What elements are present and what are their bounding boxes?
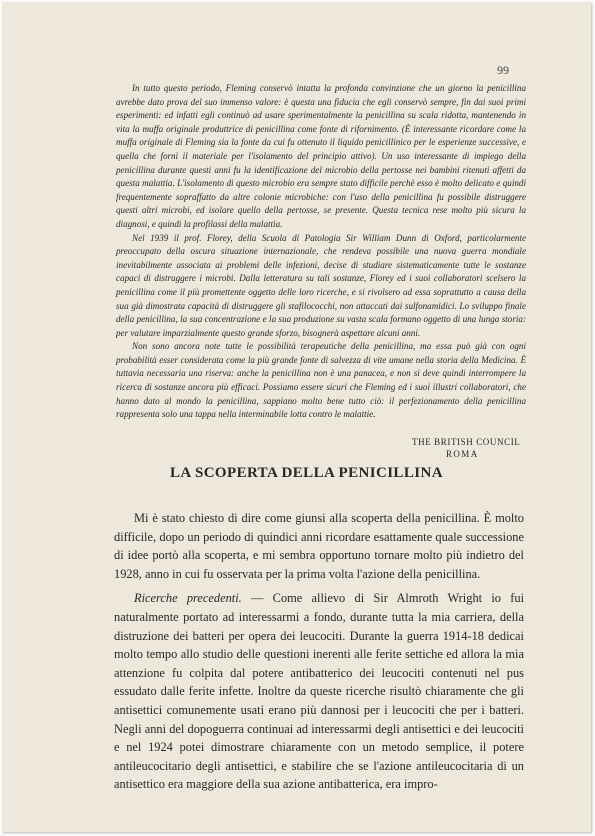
body-text-block [114, 509, 524, 794]
signature-block [412, 436, 532, 460]
intro-paragraph: Nel 1939 il prof. Florey, della Scuola di Patologia Sir William Dunn di Oxford, particolarmente preoccupato della oscura situazione internazionale, che rendeva possibile una nuova guerra mondiale inevitabilmente associata ai problemi delle infezioni, decise di studiare sistematicamente tutte le sostanze capaci di distruggere i microbi. Dalla letteratura su tali sostanze, Florey ed i suoi collaboratori scelsero la penicillina come il più promettente oggetto delle loro ricerche, e si rivolsero ad essa soprattutto a causa della sua già dimostrata capacità di distruggere gli stafilococchi, non attaccati dai sulfonamidici. Lo sviluppo finale della penicillina, la sua concentrazione e la sua produzione su vasta scala formano oggetto di una lunga storia: per valutare imparzialmente questo grande sforzo, bisognerà aspettare alcuni anni. [116, 232, 526, 338]
body-paragraph-text: — Come allievo di Sir Almroth Wright io fui naturalmente portato ad interessarmi a fondo, durante tutta la mia carriera, della distruzione dei batteri per opera dei leucociti. Durante la guerra 1914-18 dedicai molto tempo allo studio delle questioni inerenti alle ferite settiche ed allora la mia attenzione fu colpita dal potere antibatterico dei leucociti contenuti nel pus essudato dalle ferite infette. Inoltre da queste ricerche risultò chiaramente che gli antisettici comunemente usati erano più dannosi per i leucociti che per i batteri. Negli anni del dopoguerra continuai ad interessarmi degli antisettici e dei leucociti e nel 1924 potei dimostrare chiaramente con un metodo semplice, il potere antileucocitario degli antisettici, e stabilire che se l'azione antileucocitaria di un antisettico era maggiore della sua azione antibatterica, era impro- [114, 591, 525, 792]
page-number: 99 [497, 63, 509, 77]
signature-organization: THE BRITISH COUNCIL [412, 437, 521, 447]
intro-paragraph: In tutto questo periodo, Fleming conservò intatta la profonda convinzione che un giorno la penicillina avrebbe dato prova del suo immenso valore: è questa una fiducia che egli conservò sempre, fin dai suoi primi esperimenti: ed infatti egli continuò ad usare sperimentalmente la penicillina su scala ridotta, mantenendo in vita la muffa originale produttrice di penicillina come fonte di rifornimento. (È interessante ricordare come la muffa originale di Fleming sia la fonte da cui fu ottenuto il liquido penicillinico per le esperienze successive, e quella che fornì il materiale per l'isolamento del principio attivo). Un uso interessante di impiego della penicillina durante questi anni fu la identificazione del microbio della pertosse nei bambini ritenuti affetti da questa malattia. L'isolamento di questo microbio era sempre stato difficile perchè esso è molto delicato e quindi frequentemente sopraffatto da altre colonie microbiche: con l'uso della penicillina fu possibile distruggere questi altri microbi, ed isolare quello della pertosse, se presente. Questa tecnica rese molto più sicura la diagnosi, e quindi la profilassi della malattia. [116, 83, 526, 229]
body-paragraph [114, 589, 524, 794]
signature-city: ROMA [446, 449, 479, 459]
intro-text-block [116, 82, 526, 422]
book-page [2, 2, 591, 832]
section-heading: Ricerche precedenti. [134, 591, 242, 606]
intro-paragraph: Non sono ancora note tutte le possibilità terapeutiche della penicillina, ma essa può già con ogni probabilità esser considerata come la più grande fonte di salvezza di vite umane nella storia della Medicina. È tuttavia necessaria una riserva: anche la penicillina non è una panacea, e non si deve quindi interrompere la ricerca di sostanze ancora più efficaci. Possiamo essere sicuri che Fleming ed i suoi illustri collaboratori, che hanno dato al mondo la penicillina, sappiano molto bene tutto ciò: il perfezionamento della penicillina rappresenta solo una tappa nella interminabile lotta contro le malattie. [116, 341, 526, 420]
body-paragraph: Mi è stato chiesto di dire come giunsi alla scoperta della penicillina. È molto difficile, dopo un periodo di quindici anni ricordare esattamente quale successione di idee portò alla scoperta, e mi sembra opportuno tornare molto più indietro del 1928, anno in cui fu osservata per la prima volta l'azione della penicillina. [114, 511, 524, 581]
chapter-title: LA SCOPERTA DELLA PENICILLINA [170, 465, 443, 481]
